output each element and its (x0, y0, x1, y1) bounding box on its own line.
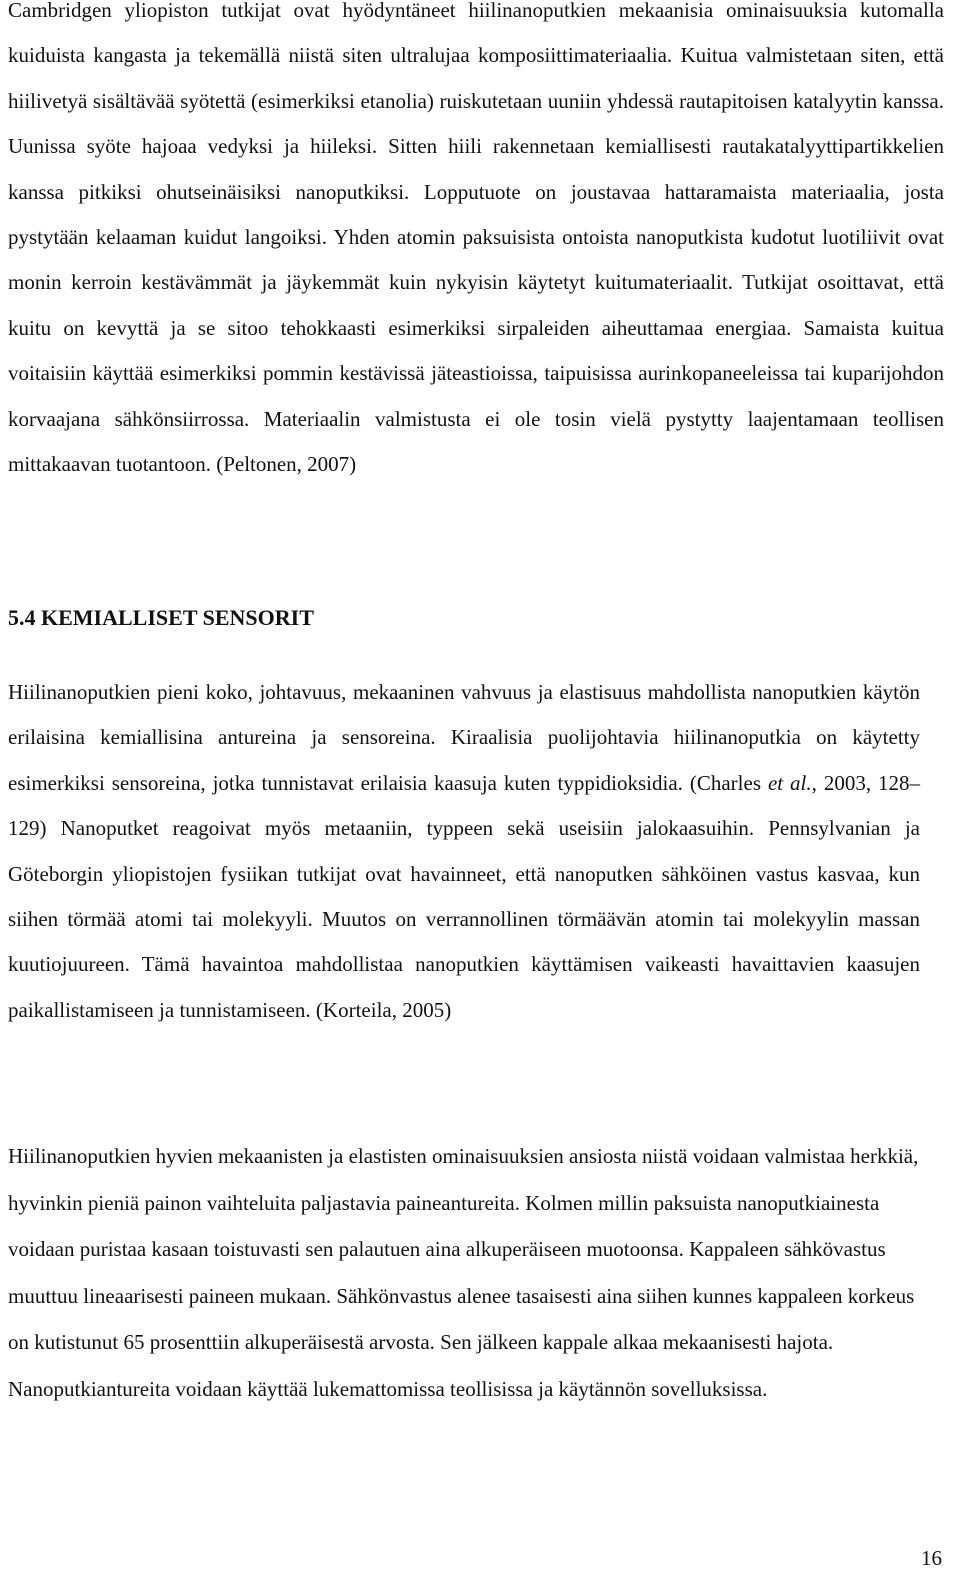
citation-et-al: et al. (767, 770, 812, 795)
paragraph-pressure-sensors: Hiilinanoputkien hyvien mekaanisten ja elastisten ominaisuuksien ansiosta niistä voidaan valmistaa herkkiä, hyvinkin pieniä painon vaihteluita paljastavia paineantureita. Kolmen millin paksuista nanoputkiainesta voidaan puristaa kasaan toistuvasti sen palautuen aina alkuperäiseen muotoonsa. Kappaleen sähkövastus muuttuu lineaarisesti paineen mukaan. Sähkönvastus alenee tasaisesti aina siihen kunnes kappaleen korkeus on kutistunut 65 prosenttiin alkuperäisestä arvosta. Sen jälkeen kappale alkaa mekaanisesti hajota. Nanoputkiantureita voidaan käyttää lukemattomissa teollisissa ja käytännön sovelluksissa. (8, 1144, 919, 1401)
paragraph-text-part: , 2003, 128–129) Nanoputket reagoivat myös metaaniin, typpeen sekä useisiin jalokaasuihin. Pennsylvanian ja Göteborgin yliopistojen fysiikan tutkijat ovat havainneet, että nanoputken sähköinen vastus kasvaa, kun siihen törmää atomi tai molekyyli. Muutos on verrannollinen törmäävän atomin tai molekyylin massan kuutiojuureen. Tämä havaintoa mahdollistaa nanoputkien käyttämisen vaikeasti havaittavien kaasujen paikallistamiseen ja tunnistamiseen. (Korteila, 2005) (8, 770, 920, 1022)
paragraph-text-part: Hiilinanoputkien pieni koko, johtavuus, mekaaninen vahvuus ja elastisuus mahdollista nanoputkien käytön erilaisina kemiallisina antureina ja sensoreina. Kiraalisia puolijohtavia hiilinanoputkia on käytetty esimerkiksi sensoreina, jotka tunnistavat erilaisia kaasuja kuten typpidioksidia. (Charles (8, 680, 920, 795)
paragraph-chemical-sensors (8, 670, 920, 1033)
section-heading: 5.4 KEMIALLISET SENSORIT (8, 605, 314, 630)
paragraph-carbon-fiber-fabric: Cambridgen yliopiston tutkijat ovat hyödyntäneet hiilinanoputkien mekaanisia ominaisuuksia kutomalla kuiduista kangasta ja tekemällä niistä siten ultralujaa komposiittimateriaalia. Kuitua valmistetaan siten, että hiilivetyä sisältävää syötettä (esimerkiksi etanolia) ruiskutetaan uuniin yhdessä rautapitoisen katalyytin kanssa. Uunissa syöte hajoaa vedyksi ja hiileksi. Sitten hiili rakennetaan kemiallisesti rautakatalyyttipartikkelien kanssa pitkiksi ohutseinäisiksi nanoputkiksi. Lopputuote on joustavaa hattaramaista materiaalia, josta pystytään kelaaman kuidut langoiksi. Yhden atomin paksuisista ontoista nanoputkista kudotut luotiliivit ovat monin kerroin kestävämmät ja jäykemmät kuin nykyisin käytetyt kuitumateriaalit. Tutkijat osoittavat, että kuitu on kevyttä ja se sitoo tehokkaasti esimerkiksi sirpaleiden aiheuttamaa energiaa. Samaista kuitua voitaisiin käyttää esimerkiksi pommin kestävissä jäteastioissa, taipuisissa aurinkopaneeleissa tai kuparijohdon korvaajana sähkönsiirrossa. Materiaalin valmistusta ei ole tosin vielä pystytty laajentamaan teollisen mittakaavan tuotantoon. (Peltonen, 2007) (8, 0, 944, 477)
page-number: 16 (921, 1546, 942, 1570)
